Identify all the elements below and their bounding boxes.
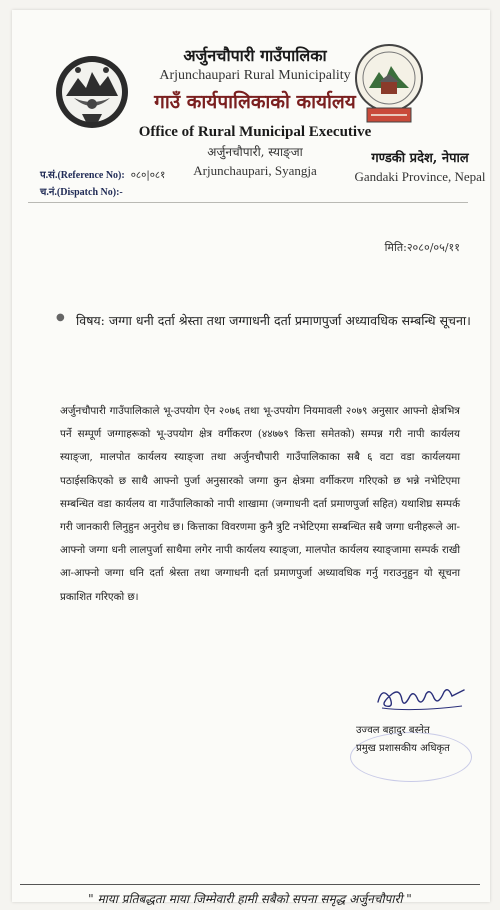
signature-icon [372, 680, 472, 714]
subject-bullet-icon: ● [56, 312, 65, 323]
municipality-name-np: अर्जुनचौपारी गाउँपालिका [183, 46, 327, 65]
address-en: Arjunchaupari, Syangja [193, 163, 317, 178]
address-np: अर्जुनचौपारी, स्याङ्जा [207, 145, 303, 159]
municipality-name-en: Arjunchaupari Rural Municipality [159, 68, 351, 83]
reference-label: प.सं.(Reference No): [40, 170, 125, 181]
letter-subject: विषय: जग्गा धनी दर्ता श्रेस्ता तथा जग्गाधनी दर्ता प्रमाणपुर्जा अध्यावधिक सम्बन्धि सूचना। [76, 313, 471, 328]
signer-name: उज्वल बहादुर बस्नेत [356, 725, 430, 736]
province-en: Gandaki Province, Nepal [354, 169, 486, 184]
province-np: गण्डकी प्रदेश, नेपाल [371, 151, 469, 166]
office-name-en: Office of Rural Municipal Executive [138, 124, 372, 140]
office-name-np: गाउँ कार्यपालिकाको कार्यालय [154, 91, 356, 113]
dispatch-number: च.नं.(Dispatch No):- [40, 187, 123, 198]
letter-body: अर्जुनचौपारी गाउँपालिकाले भू-उपयोग ऐन २०७६ तथा भू-उपयोग नियमावली २०७९ अनुसार आफ्नो क्षेत्रभित्र पर्ने सम्पूर्ण जग्गाहरूको भू-उपयोग क्षेत्र वर्गीकरण (४४७७९ कित्ता समेतको) सम्पन्न गरी नापी कार्यलय स्याङ्जा, मालपोत कार्यलय स्याङ्जा तथा अर्जुनचौपारी गाउँपालिकाका सबै ६ वटा वडा कार्यलयमा पठाईसकिएको छ साथै आफ्नो पुर्जा अनुसारको जग्गा कुन क्षेत्रमा वर्गीकरण गरिएको छ भन्ने नभेटिएमा सम्बन्धित वडा कार्यलय वा गाउँपालिकाको नापी शाखामा (जग्गाधनी दर्ता प्रमाणपुर्जा सहित) यथाशिघ्र सम्पर्क गरी जानकारी लिनुहुन अनुरोध छ। कित्ताका विवरणमा कुनै त्रुटि नभेटिएमा सम्बन्धित सबै जग्गा धनीहरूले आ-आफ्नो जग्गा धनी लालपुर्जा साथैमा लगेर नापी कार्यलय स्याङ्जा, मालपोत कार्यलय स्याङ्जामा सम्पर्क राखी आ-आफ्नो जग्गा धनि दर्ता श्रेस्ता तथा जग्गाधनी दर्ता प्रमाणपुर्जा अध्यावधिक गर्नु गराउनुहुन यो सूचना प्रकाशित गरिएको छ। [60, 405, 460, 603]
signer-title: प्रमुख प्रशासकीय अधिकृत [356, 743, 450, 754]
footer-motto: " माया प्रतिबद्धता माया जिम्मेवारी हामी सबैको सपना समृद्ध अर्जुनचौपारी " [88, 892, 412, 906]
letter-date: मिति:२०८०/०५/११ [384, 241, 460, 254]
reference-number [40, 167, 165, 181]
header-divider [28, 202, 468, 203]
reference-value: ०८०|०८१ [130, 170, 166, 181]
footer-divider [20, 884, 480, 885]
